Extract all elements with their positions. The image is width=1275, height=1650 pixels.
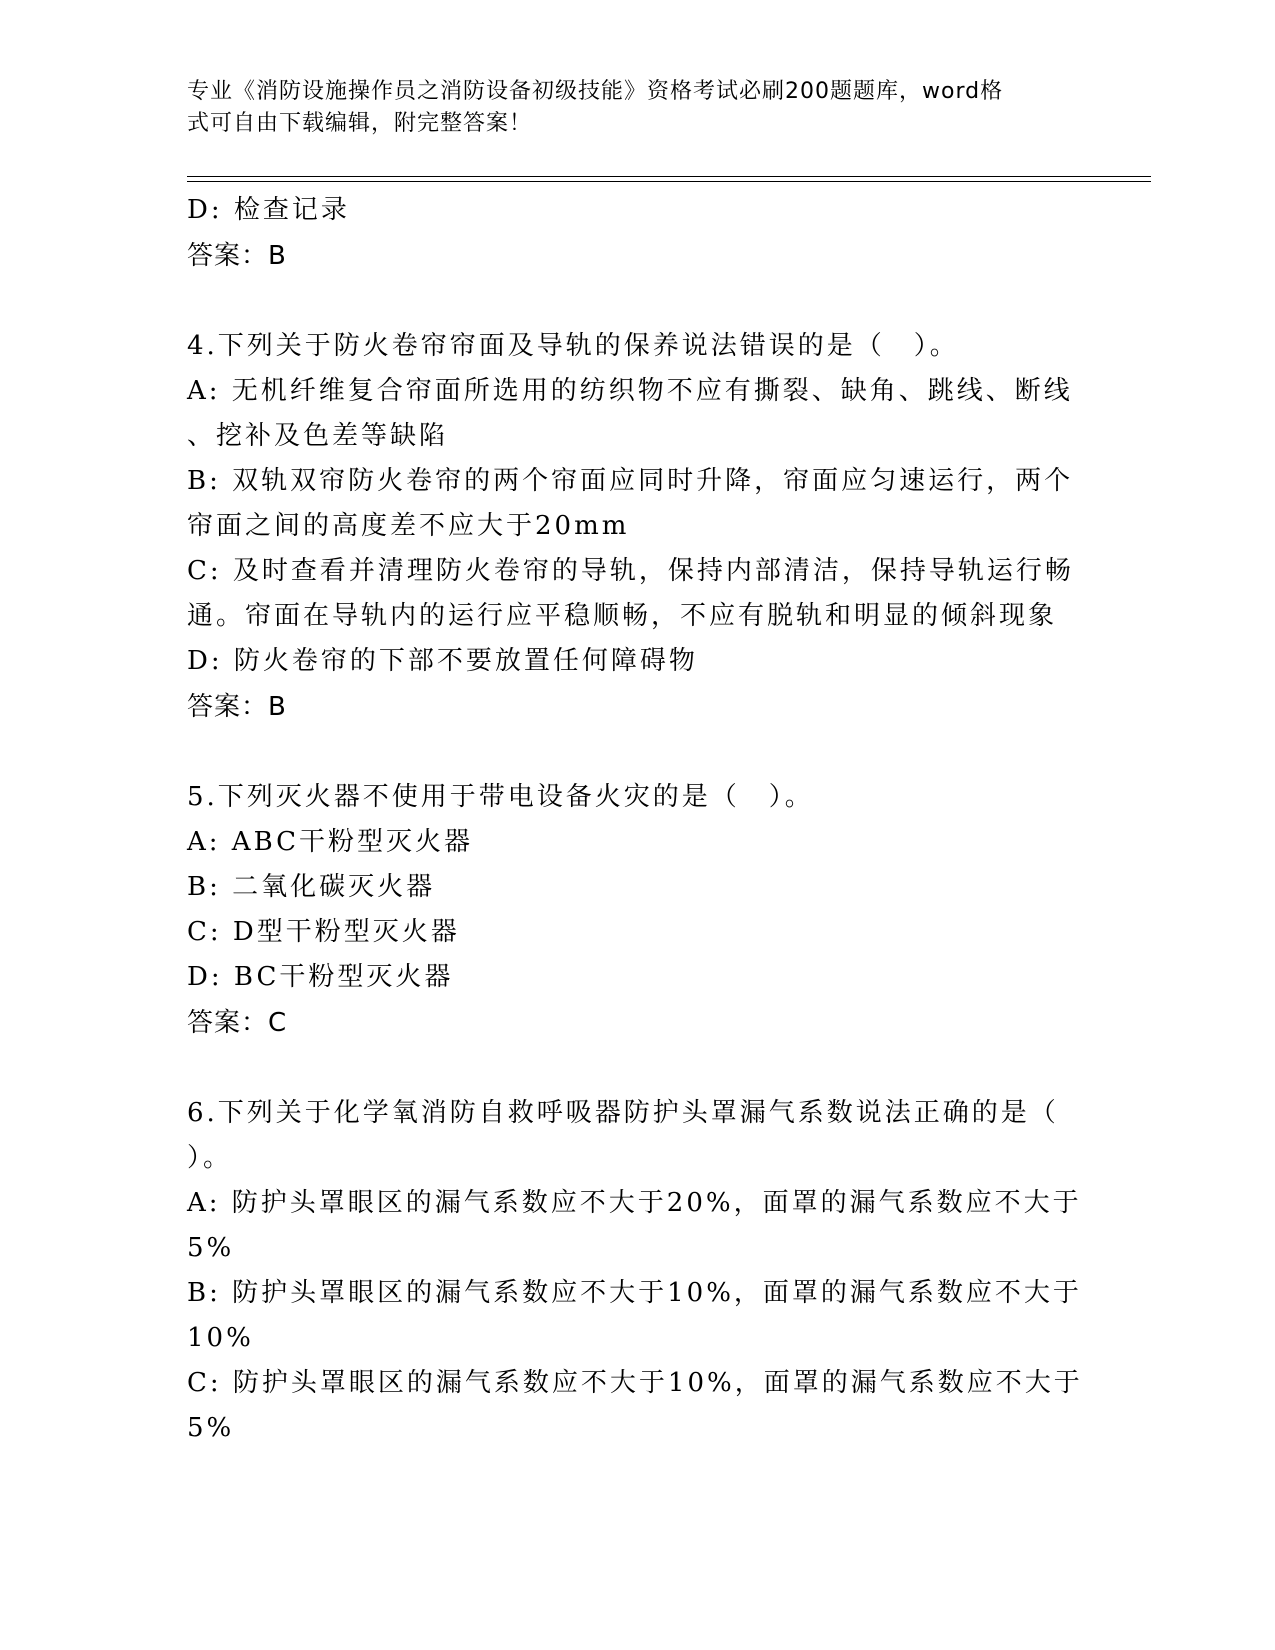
q4-option-b-line-2: 帘面之间的高度差不应大于20mm <box>187 511 630 541</box>
q4-option-b-line-1: B: 双轨双帘防火卷帘的两个帘面应同时升降，帘面应匀速运行，两个 <box>187 466 1074 496</box>
q6-question-line-2: ）。 <box>187 1143 233 1173</box>
header-line-2: 式可自由下载编辑，附完整答案！ <box>187 111 533 136</box>
q6-option-c-line-2: 5% <box>187 1413 235 1443</box>
header-line-1: 专业《消防设施操作员之消防设备初级技能》资格考试必刷200题题库，word格 <box>187 79 1004 104</box>
q4-option-c-line-2: 通。帘面在导轨内的运行应平稳顺畅，不应有脱轨和明显的倾斜现象 <box>187 601 1058 631</box>
q4-option-a-line-2: 、挖补及色差等缺陷 <box>187 421 449 451</box>
q5-question: 5.下列灭火器不使用于带电设备火灾的是（ ）。 <box>187 782 814 812</box>
header-divider-bottom <box>187 181 1151 182</box>
prev-answer: 答案：B <box>187 241 287 271</box>
q6-option-c-line-1: C: 防护头罩眼区的漏气系数应不大于10%，面罩的漏气系数应不大于 <box>187 1368 1083 1398</box>
spacer <box>187 730 1087 775</box>
q4-option-c-line-1: C: 及时查看并清理防火卷帘的导轨，保持内部清洁，保持导轨运行畅 <box>187 556 1074 586</box>
question-content <box>187 188 1087 1451</box>
q5-answer: 答案：C <box>187 1008 288 1038</box>
q4-option-a-line-1: A: 无机纤维复合帘面所选用的纺织物不应有撕裂、缺角、跳线、断线 <box>187 376 1073 406</box>
prev-option-d: D: 检查记录 <box>187 195 350 225</box>
q6-option-b-line-1: B: 防护头罩眼区的漏气系数应不大于10%，面罩的漏气系数应不大于 <box>187 1278 1082 1308</box>
q4-answer: 答案：B <box>187 692 287 722</box>
header-divider-top <box>187 176 1151 177</box>
q6-option-b-line-2: 10% <box>187 1323 254 1353</box>
q5-option-d: D: BC干粉型灭火器 <box>187 962 454 992</box>
q6-question-line-1: 6.下列关于化学氧消防自救呼吸器防护头罩漏气系数说法正确的是（ <box>187 1098 1059 1128</box>
q4-question: 4.下列关于防火卷帘帘面及导轨的保养说法错误的是（ ）。 <box>187 331 959 361</box>
q5-option-c: C: D型干粉型灭火器 <box>187 917 460 947</box>
q5-option-b: B: 二氧化碳灭火器 <box>187 872 436 902</box>
q4-option-d: D: 防火卷帘的下部不要放置任何障碍物 <box>187 646 698 676</box>
q5-option-a: A: ABC干粉型灭火器 <box>187 827 474 857</box>
q6-option-a-line-2: 5% <box>187 1233 235 1263</box>
document-header <box>187 76 1067 140</box>
spacer <box>187 1046 1087 1091</box>
spacer <box>187 279 1087 324</box>
q6-option-a-line-1: A: 防护头罩眼区的漏气系数应不大于20%，面罩的漏气系数应不大于 <box>187 1188 1082 1218</box>
